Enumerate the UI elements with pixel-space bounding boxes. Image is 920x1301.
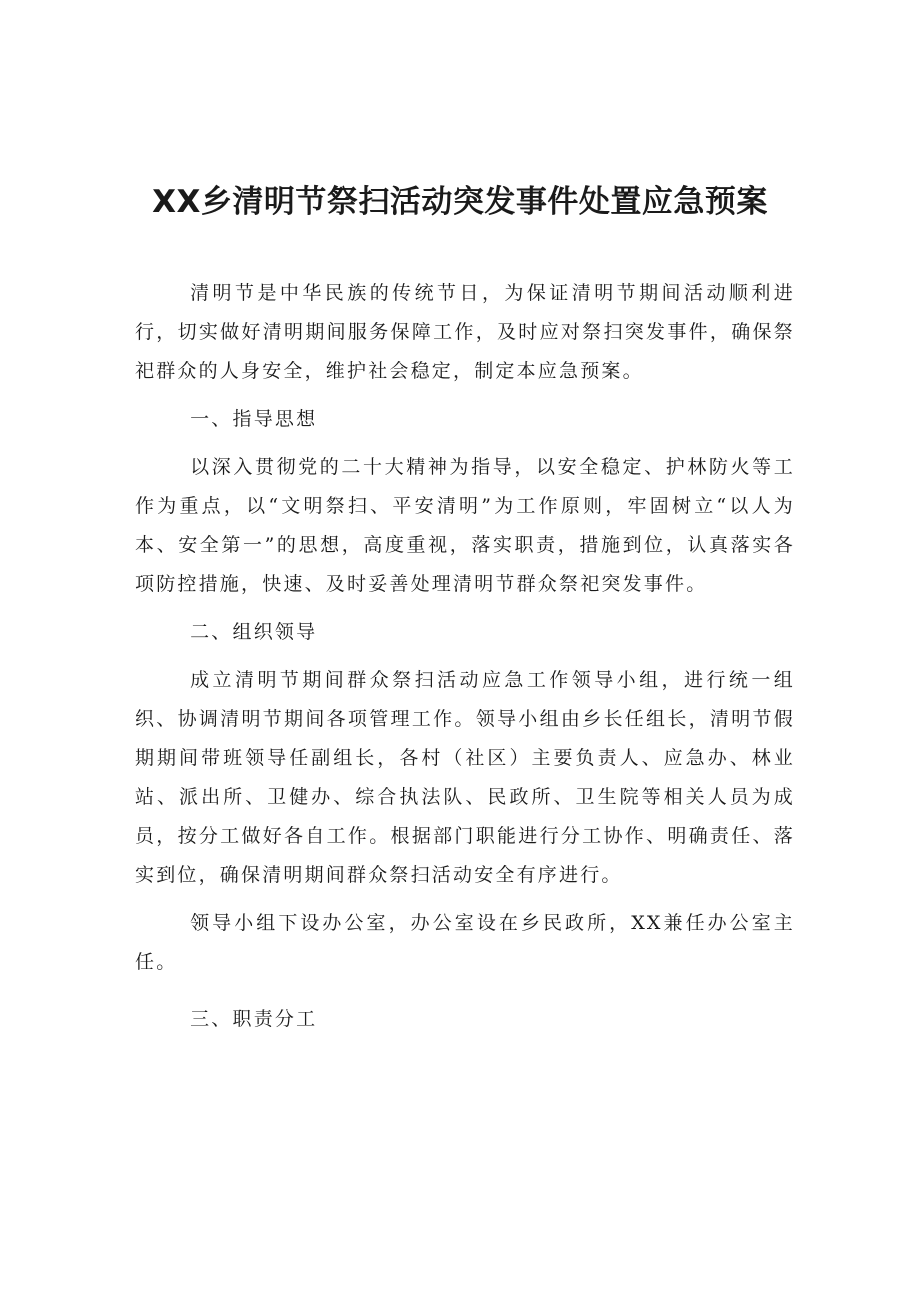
office-paragraph: 领导小组下设办公室，办公室设在乡民政所，XX兼任办公室主任。 (135, 912, 795, 973)
guiding-ideology-paragraph: 以深入贯彻党的二十大精神为指导，以安全稳定、护林防火等工作为重点，以“文明祭扫、平安清明”为工作原则，牢固树立“以人为本、安全第一”的思想，高度重视，落实职责，措施到位，认真落实各项防控措施，快速、及时妥善处理清明节群众祭祀突发事件。 (135, 456, 795, 595)
section-heading-organization: 二、组织领导 (190, 621, 318, 643)
document-body (135, 274, 795, 1039)
section-heading-responsibilities: 三、职责分工 (190, 1008, 318, 1030)
document-title: XX乡清明节祭扫活动突发事件处置应急预案 (152, 184, 768, 220)
organization-paragraph: 成立清明节期间群众祭扫活动应急工作领导小组，进行统一组织、协调清明节期间各项管理工作。领导小组由乡长任组长，清明节假期期间带班领导任副组长，各村（社区）主要负责人、应急办、林业站、派出所、卫健办、综合执法队、民政所、卫生院等相关人员为成员，按分工做好各自工作。根据部门职能进行分工协作、明确责任、落实到位，确保清明期间群众祭扫活动安全有序进行。 (135, 669, 795, 886)
intro-paragraph: 清明节是中华民族的传统节日，为保证清明节期间活动顺利进行，切实做好清明期间服务保障工作，及时应对祭扫突发事件，确保祭祀群众的人身安全，维护社会稳定，制定本应急预案。 (135, 282, 795, 382)
section-heading-guiding-ideology: 一、指导思想 (190, 408, 318, 430)
